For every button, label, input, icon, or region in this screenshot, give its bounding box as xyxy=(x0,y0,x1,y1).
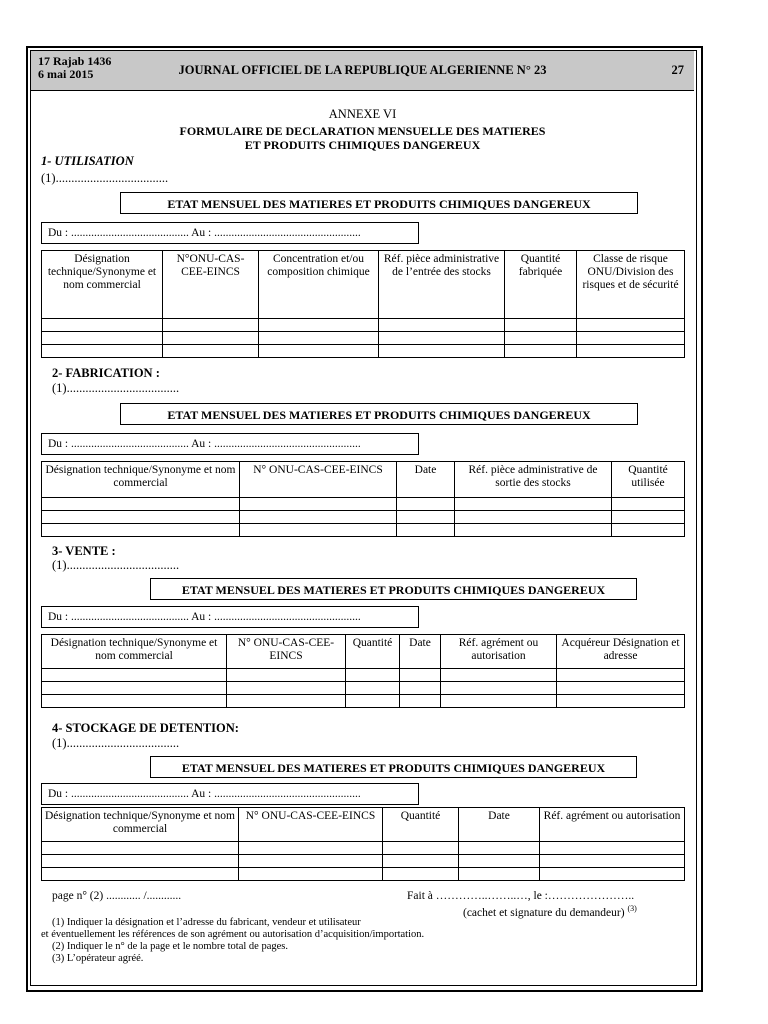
s1-col-quantite: Quantité fabriquée xyxy=(505,251,577,319)
table-row[interactable] xyxy=(42,855,685,868)
s3-col-date: Date xyxy=(400,635,441,669)
section-1-etat-title: ETAT MENSUEL DES MATIERES ET PRODUITS CHIMIQUES DANGEREUX xyxy=(120,192,638,214)
header-date-hijri: 17 Rajab 1436 xyxy=(38,54,112,68)
section-3-ref-line: (1).................................... xyxy=(52,558,180,572)
s2-col-ref-piece: Réf. pièce administrative de sortie des stocks xyxy=(455,462,612,498)
s3-col-designation: Désignation technique/Synonyme et nom commercial xyxy=(42,635,227,669)
table-row[interactable] xyxy=(42,669,685,682)
section-3-title: 3- VENTE : xyxy=(52,544,116,558)
section-1-title: 1- UTILISATION xyxy=(41,154,134,168)
s3-col-ref-agrement: Réf. agrément ou autorisation xyxy=(441,635,557,669)
s1-col-designation: Désignation technique/Synonyme et nom commercial xyxy=(42,251,163,319)
section-1-table xyxy=(41,250,685,358)
header-date-gregorian: 6 mai 2015 xyxy=(38,67,94,81)
s1-col-classe: Classe de risque ONU/Division des risques et de sécurité xyxy=(577,251,685,319)
table-row[interactable] xyxy=(42,695,685,708)
table-row[interactable] xyxy=(42,682,685,695)
section-4-date-range[interactable]: Du : ......................................... Au : ................................................... xyxy=(41,783,419,805)
s3-col-onu: N° ONU-CAS-CEE-EINCS xyxy=(227,635,346,669)
table-row[interactable] xyxy=(42,319,685,332)
table-row[interactable] xyxy=(42,345,685,358)
s1-col-onu: N°ONU-CAS-CEE-EINCS xyxy=(163,251,259,319)
s3-col-quantite: Quantité xyxy=(346,635,400,669)
form-title-line2: ET PRODUITS CHIMIQUES DANGEREUX xyxy=(244,138,481,152)
section-2-ref-line: (1).................................... xyxy=(52,381,180,395)
cachet-text: (cachet et signature du demandeur) xyxy=(463,906,625,919)
footnote-2: (2) Indiquer le n° de la page et le nombre total de pages. xyxy=(52,941,288,952)
table-row[interactable] xyxy=(42,498,685,511)
s2-col-designation: Désignation technique/Synonyme et nom commercial xyxy=(42,462,240,498)
s2-col-quantite: Quantité utilisée xyxy=(612,462,685,498)
form-title-line1: FORMULAIRE DE DECLARATION MENSUELLE DES MATIERES xyxy=(179,124,546,138)
annex-label: ANNEXE VI xyxy=(328,107,397,121)
table-row[interactable] xyxy=(42,868,685,881)
footnote-3: (3) L’opérateur agréé. xyxy=(52,953,144,964)
header-page-number: 27 xyxy=(671,63,684,77)
footnote-1a: (1) Indiquer la désignation et l’adresse du fabricant, vendeur et utilisateur xyxy=(52,917,361,928)
journal-header xyxy=(31,51,694,91)
section-2-title: 2- FABRICATION : xyxy=(52,366,160,380)
s4-col-designation: Désignation technique/Synonyme et nom commercial xyxy=(42,808,239,842)
section-2-table xyxy=(41,461,685,537)
s3-col-acquereur: Acquéreur Désignation et adresse xyxy=(557,635,685,669)
s2-col-date: Date xyxy=(397,462,455,498)
s1-col-ref-piece: Réf. pièce administrative de l’entrée des stocks xyxy=(379,251,505,319)
s4-col-quantite: Quantité xyxy=(383,808,459,842)
cachet-signature-label xyxy=(463,904,637,919)
header-journal-title: JOURNAL OFFICIEL DE LA REPUBLIQUE ALGERIENNE N° 23 xyxy=(178,63,547,77)
section-1-ref-line: (1).................................... xyxy=(41,171,169,185)
section-4-table xyxy=(41,807,685,881)
s4-col-onu: N° ONU-CAS-CEE-EINCS xyxy=(239,808,383,842)
section-4-ref-line: (1).................................... xyxy=(52,736,180,750)
table-row[interactable] xyxy=(42,524,685,537)
table-row[interactable] xyxy=(42,332,685,345)
section-3-etat-title: ETAT MENSUEL DES MATIERES ET PRODUITS CHIMIQUES DANGEREUX xyxy=(150,578,637,600)
s4-col-ref-agrement: Réf. agrément ou autorisation xyxy=(540,808,685,842)
table-row[interactable] xyxy=(42,511,685,524)
section-2-etat-title: ETAT MENSUEL DES MATIERES ET PRODUITS CHIMIQUES DANGEREUX xyxy=(120,403,638,425)
s4-col-date: Date xyxy=(459,808,540,842)
table-row[interactable] xyxy=(42,842,685,855)
fait-a-field[interactable]: Fait à …………..……..…, le :………………….. xyxy=(407,890,635,902)
section-4-title: 4- STOCKAGE DE DETENTION: xyxy=(52,721,239,735)
cachet-note-ref: (3) xyxy=(627,904,637,913)
s1-col-concentration: Concentration et/ou composition chimique xyxy=(259,251,379,319)
section-3-date-range[interactable]: Du : ......................................... Au : ................................................... xyxy=(41,606,419,628)
section-2-date-range[interactable]: Du : ......................................... Au : ................................................... xyxy=(41,433,419,455)
section-1-date-range[interactable]: Du : ......................................... Au : ................................................... xyxy=(41,222,419,244)
page-number-field[interactable]: page n° (2) ............ /............ xyxy=(52,890,182,902)
footnote-1b: et éventuellement les références de son agrément ou autorisation d’acquisition/importation. xyxy=(41,929,425,940)
s2-col-onu: N° ONU-CAS-CEE-EINCS xyxy=(240,462,397,498)
section-3-table xyxy=(41,634,685,708)
section-4-etat-title: ETAT MENSUEL DES MATIERES ET PRODUITS CHIMIQUES DANGEREUX xyxy=(150,756,637,778)
